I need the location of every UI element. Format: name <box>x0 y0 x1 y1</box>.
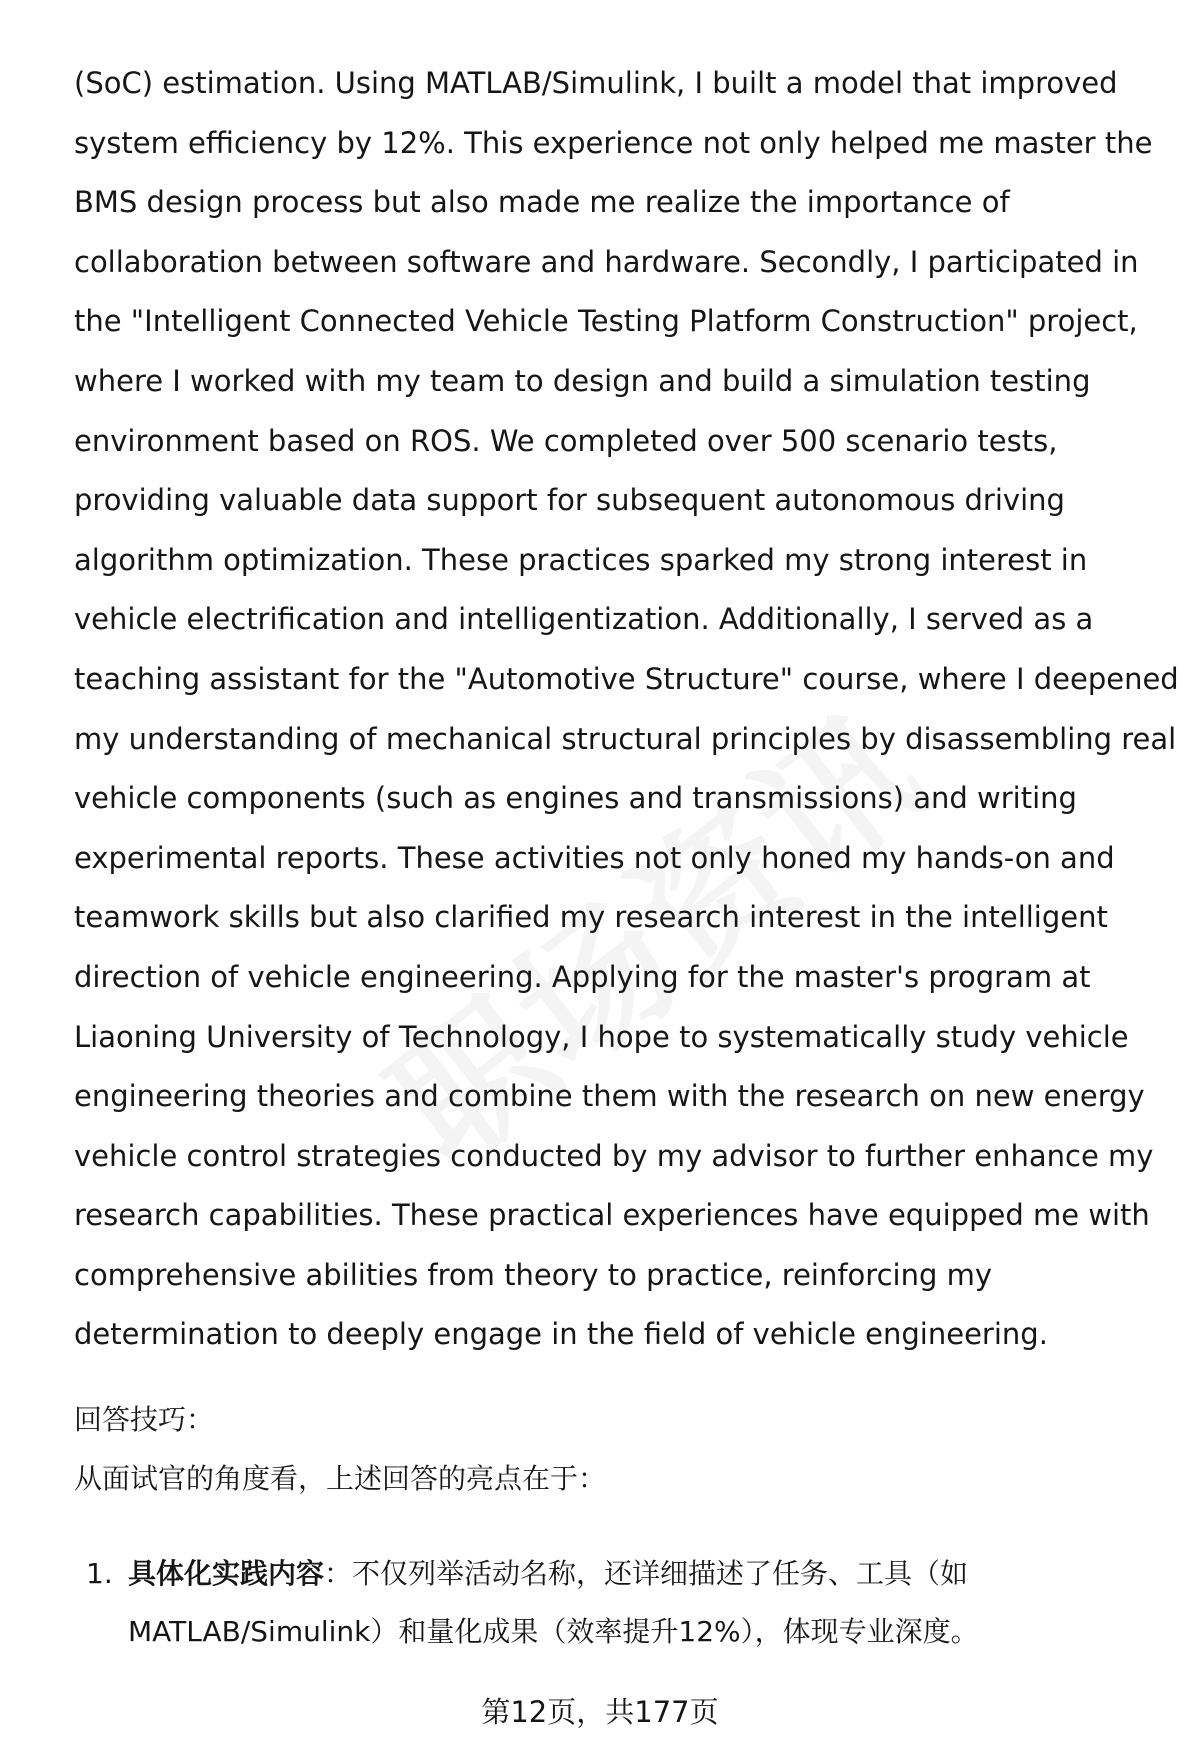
list-item-line <box>128 1545 1134 1603</box>
text-line: providing valuable data support for subsequent autonomous driving <box>74 483 1065 518</box>
tips-label: 回答技巧： <box>74 1403 215 1436</box>
text-line: system efficiency by 12%. This experience not only helped me master the <box>74 125 1153 160</box>
list-item-number: 1. <box>86 1557 113 1590</box>
text-line: teamwork skills but also clarified my research interest in the intelligent <box>74 900 1108 935</box>
page-number-footer: 第12页，共177页 <box>481 1695 719 1729</box>
text-line: engineering theories and combine them with the research on new energy <box>74 1079 1145 1114</box>
text-line: where I worked with my team to design and build a simulation testing <box>74 363 1091 398</box>
text-line: direction of vehicle engineering. Applying for the master's program at <box>74 959 1091 994</box>
highlights-list <box>74 1545 1134 1661</box>
text-line: (SoC) estimation. Using MATLAB/Simulink, I built a model that improved <box>74 66 1118 100</box>
text-line: the "Intelligent Connected Vehicle Testing Platform Construction" project, <box>74 304 1138 339</box>
text-line: collaboration between software and hardware. Secondly, I participated in <box>74 244 1139 279</box>
text-line: vehicle components (such as engines and transmissions) and writing <box>74 781 1077 816</box>
text-line: research capabilities. These practical experiences have equipped me with <box>74 1198 1150 1233</box>
essay-paragraph <box>74 54 1179 1365</box>
text-line: vehicle control strategies conducted by my advisor to further enhance my <box>74 1138 1154 1173</box>
list-item <box>74 1545 1134 1661</box>
text-line: BMS design process but also made me realize the importance of <box>74 185 1010 220</box>
text-line: algorithm optimization. These practices sparked my strong interest in <box>74 542 1088 577</box>
text-line: vehicle electrification and intelligentization. Additionally, I served as a <box>74 602 1094 637</box>
text-line: experimental reports. These activities not only honed my hands-on and <box>74 840 1115 875</box>
list-item-text-continued: MATLAB/Simulink）和量化成果（效率提升12%），体现专业深度。 <box>128 1615 979 1648</box>
text-line: Liaoning University of Technology, I hope to systematically study vehicle <box>74 1019 1129 1054</box>
list-item-text: ：不仅列举活动名称，还详细描述了任务、工具（如 <box>324 1557 969 1590</box>
list-item-title: 具体化实践内容 <box>128 1557 325 1590</box>
text-line: determination to deeply engage in the field of vehicle engineering. <box>74 1317 1048 1352</box>
text-line: comprehensive abilities from theory to practice, reinforcing my <box>74 1257 993 1292</box>
text-line: teaching assistant for the "Automotive Structure" course, where I deepened <box>74 661 1179 696</box>
text-line: my understanding of mechanical structural principles by disassembling real <box>74 721 1177 756</box>
text-line: environment based on ROS. We completed over 500 scenario tests, <box>74 423 1058 458</box>
tips-intro: 从面试官的角度看，上述回答的亮点在于： <box>74 1462 607 1495</box>
